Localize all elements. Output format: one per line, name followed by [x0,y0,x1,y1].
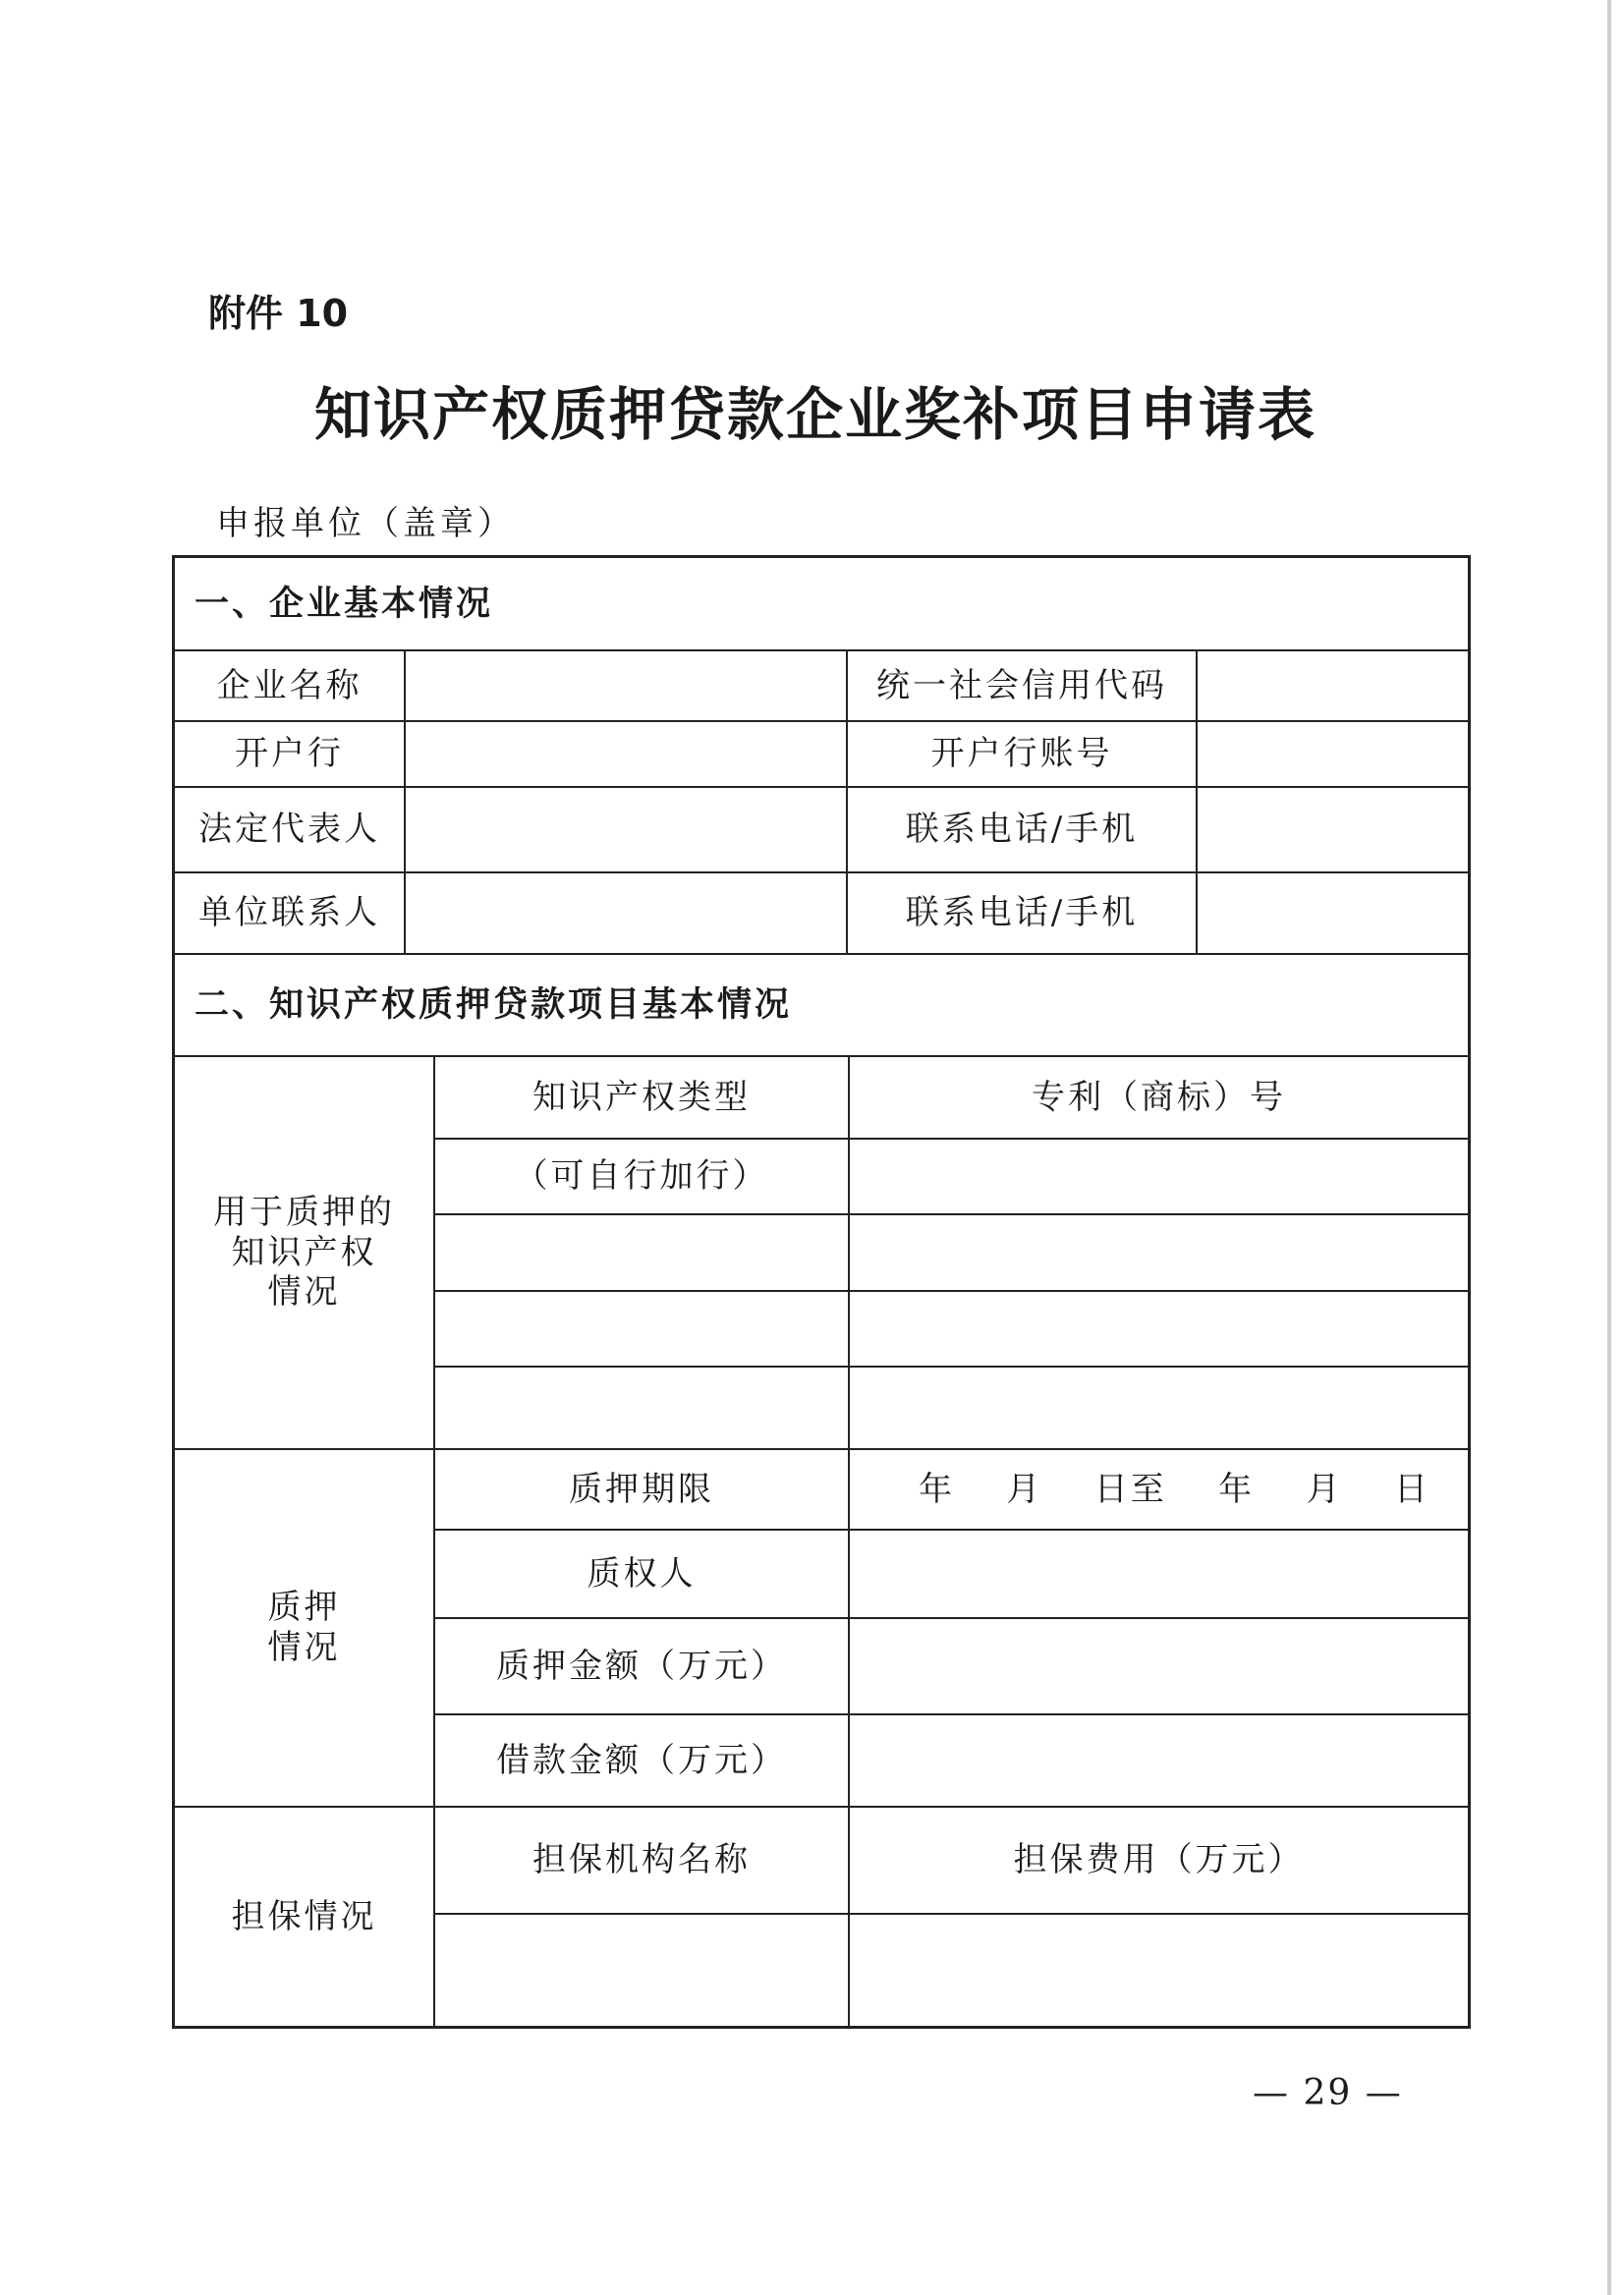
pledge-period-label: 质押期限 [569,1469,714,1509]
period-month-2: 月 [1306,1469,1343,1509]
ip-group-label-line3: 情况 [267,1272,341,1313]
table-border-right [1468,555,1471,2029]
period-year-1: 年 [919,1469,955,1509]
pledge-amount-field[interactable] [850,1619,1468,1713]
label-legal-rep: 法定代表人 [198,810,380,850]
label-contact: 单位联系人 [198,893,380,933]
guarantee-fee-field[interactable] [850,1915,1468,2026]
pledge-group-label [175,1450,433,1806]
guarantee-group-label: 担保情况 [231,1896,377,1936]
loan-amount-field[interactable] [850,1715,1468,1806]
attachment-label: 附件 10 [208,292,349,335]
ip-type-header: 知识产权类型 [532,1077,751,1117]
period-month-1: 月 [1006,1469,1043,1509]
ip-number-header: 专利（商标）号 [1032,1077,1286,1117]
page-number: — 29 — [1253,2073,1403,2113]
field-phone-2[interactable] [1198,873,1468,953]
field-bank[interactable] [406,722,846,786]
pledge-group-label-line2: 情况 [267,1628,341,1667]
ip-row-3-number[interactable] [850,1292,1468,1366]
guarantee-fee-header: 担保费用（万元） [1013,1840,1305,1880]
period-day-to: 日至 [1093,1469,1167,1509]
pledge-period-value[interactable] [850,1450,1468,1529]
field-bank-account[interactable] [1198,722,1468,786]
section2-heading: 二、知识产权质押贷款项目基本情况 [195,985,793,1025]
label-bank-account: 开户行账号 [930,734,1113,774]
label-company-name: 企业名称 [216,665,363,705]
ip-group-label [175,1057,433,1448]
pledge-amount-label: 质押金额（万元） [496,1646,787,1686]
section1-heading: 一、企业基本情况 [195,584,494,624]
period-day-2: 日 [1393,1469,1430,1509]
ip-row-4-number[interactable] [850,1368,1468,1448]
ip-row-1-number[interactable] [850,1140,1468,1213]
field-legal-rep[interactable] [406,788,846,871]
ip-group-label-line2: 知识产权 [231,1232,377,1272]
guarantee-org-header: 担保机构名称 [532,1840,751,1880]
pledgee-field[interactable] [850,1531,1468,1617]
ip-add-row-hint: （可自行加行） [514,1156,769,1197]
ip-row-3-type[interactable] [435,1292,848,1366]
ip-row-4-type[interactable] [435,1368,848,1448]
field-credit-code[interactable] [1198,651,1468,720]
field-company-name[interactable] [406,651,846,720]
page-title: 知识产权质押贷款企业奖补项目申请表 [313,381,1316,448]
label-phone-1: 联系电话/手机 [905,810,1139,850]
ip-row-2-number[interactable] [850,1215,1468,1290]
field-contact[interactable] [406,873,846,953]
field-phone-1[interactable] [1198,788,1468,871]
label-bank: 开户行 [235,734,344,774]
ip-row-2-type[interactable] [435,1215,848,1290]
loan-amount-label: 借款金额（万元） [496,1740,787,1780]
pledge-group-label-line1: 质押 [267,1588,341,1628]
period-year-2: 年 [1218,1469,1256,1509]
label-credit-code: 统一社会信用代码 [876,665,1167,705]
table-border-bottom [172,2026,1471,2029]
label-phone-2: 联系电话/手机 [905,893,1139,933]
guarantee-org-field[interactable] [435,1915,848,2026]
applicant-label: 申报单位（盖章） [216,504,515,543]
pledgee-label: 质权人 [587,1553,697,1594]
ip-group-label-line1: 用于质押的 [213,1192,395,1232]
